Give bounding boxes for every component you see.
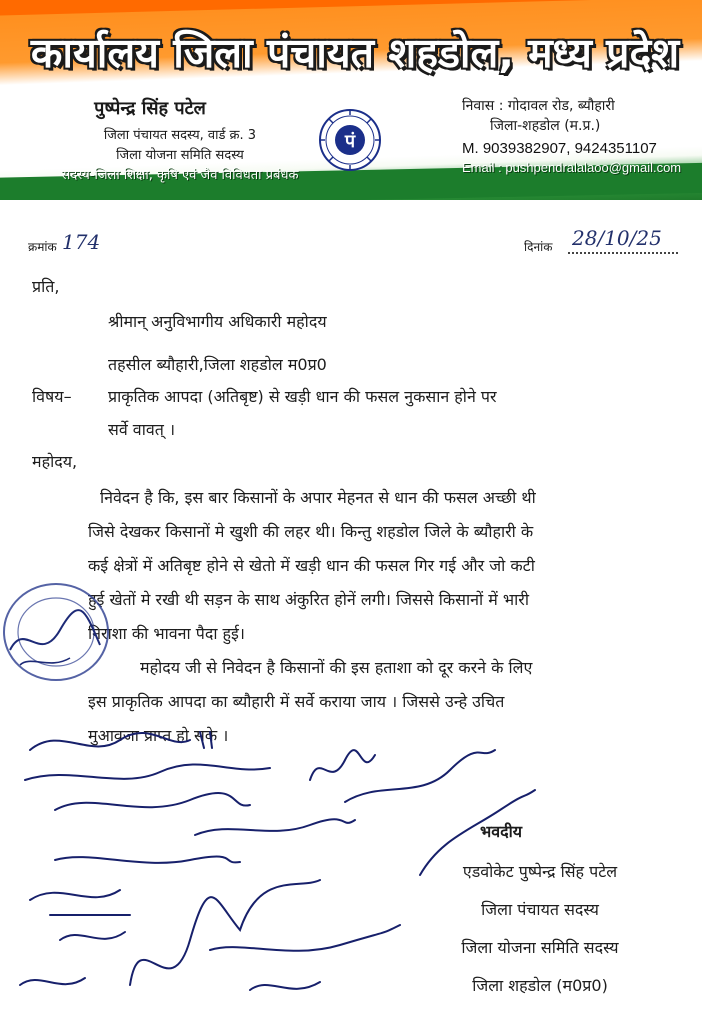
saffron-stripe [0, 0, 702, 16]
office-title: कार्यालय जिला पंचायत शहडोल, मध्य प्रदेश [30, 29, 680, 77]
member-details [40, 96, 320, 186]
email-address: Email : pushpendralalaoo@gmail.com [462, 160, 682, 175]
svg-text:पं: पं [344, 131, 356, 152]
received-stamp [0, 570, 120, 700]
signatory-name: एडवोकेट पुष्पेन्द्र सिंह पटेल [462, 862, 618, 881]
kramank-label: क्रमांक [28, 240, 57, 254]
subject-line-2: सर्वे वावत् । [108, 420, 176, 439]
phone-numbers: M. 9039382907, 9424351107 [462, 140, 657, 157]
subject-line-1: प्राकृतिक आपदा (अतिबृष्ट) से खड़ी धान की फसल नुकसान होने पर [108, 387, 497, 406]
body-line: निराशा की भावना पैदा हुई। [88, 624, 245, 643]
signatory-district: जिला शहडोल (म0प्र0) [472, 976, 608, 995]
dinank-value: 28/10/25 [572, 226, 662, 250]
recipient-line-1: श्रीमान् अनुविभागीय अधिकारी महोदय [108, 312, 327, 331]
contact-details [462, 96, 694, 175]
body-line: निवेदन है कि, इस बार किसानों के अपार मेहनत से धान की फसल अच्छी थी [100, 488, 536, 507]
body-line: हुई खेतों मे रखी थी सड़न के साथ अंकुरित होनें लगी। जिससे किसानों में भारी [88, 590, 529, 609]
subject-label: विषय– [32, 387, 72, 406]
kramank-value: 174 [62, 230, 101, 254]
member-designation-committee: जिला योजना समिति सदस्य [116, 148, 244, 163]
residence-district: जिला-शहडोल (म.प्र.) [490, 118, 601, 134]
body-line: मुआवजा प्राप्त हो सके । [88, 726, 229, 745]
salutation: महोदय, [32, 452, 78, 471]
prati: प्रति, [32, 277, 60, 296]
dinank-label: दिनांक [524, 240, 553, 254]
body-line: इस प्राकृतिक आपदा का ब्यौहारी में सर्वे कराया जाय । जिससे उन्हे उचित [88, 692, 505, 711]
member-name: पुष्पेन्द्र सिंह पटेल [94, 98, 206, 119]
member-designation-education: सदस्य-जिला शिक्षा, कृषि एवं जैव विविधता प्रबंधक [61, 168, 299, 183]
member-designation-ward: जिला पंचायत सदस्य, वार्ड क्र. 3 [103, 128, 257, 143]
signatory-committee: जिला योजना समिति सदस्य [461, 938, 619, 957]
closing: भवदीय [480, 822, 523, 841]
residence-address: निवास : गोदावल रोड, ब्यौहारी [462, 98, 615, 114]
date-dotted-line [568, 252, 678, 254]
body-line: महोदय जी से निवेदन है किसानों की इस हताशा को दूर करने के लिए [140, 658, 533, 677]
body-line: कई क्षेत्रों में अतिबृष्ट होने से खेतो में खड़ी धान की फसल गिर गई और जो कटी [88, 556, 535, 575]
signatory-designation: जिला पंचायत सदस्य [481, 900, 599, 919]
body-line: जिसे देखकर किसानों मे खुशी की लहर थी। किन्तु शहडोल जिले के ब्यौहारी के [88, 522, 534, 541]
letterhead [0, 0, 702, 200]
recipient-line-2: तहसील ब्यौहारी,जिला शहडोल म0प्र0 [108, 355, 327, 374]
panchayat-seal-icon [318, 108, 382, 172]
